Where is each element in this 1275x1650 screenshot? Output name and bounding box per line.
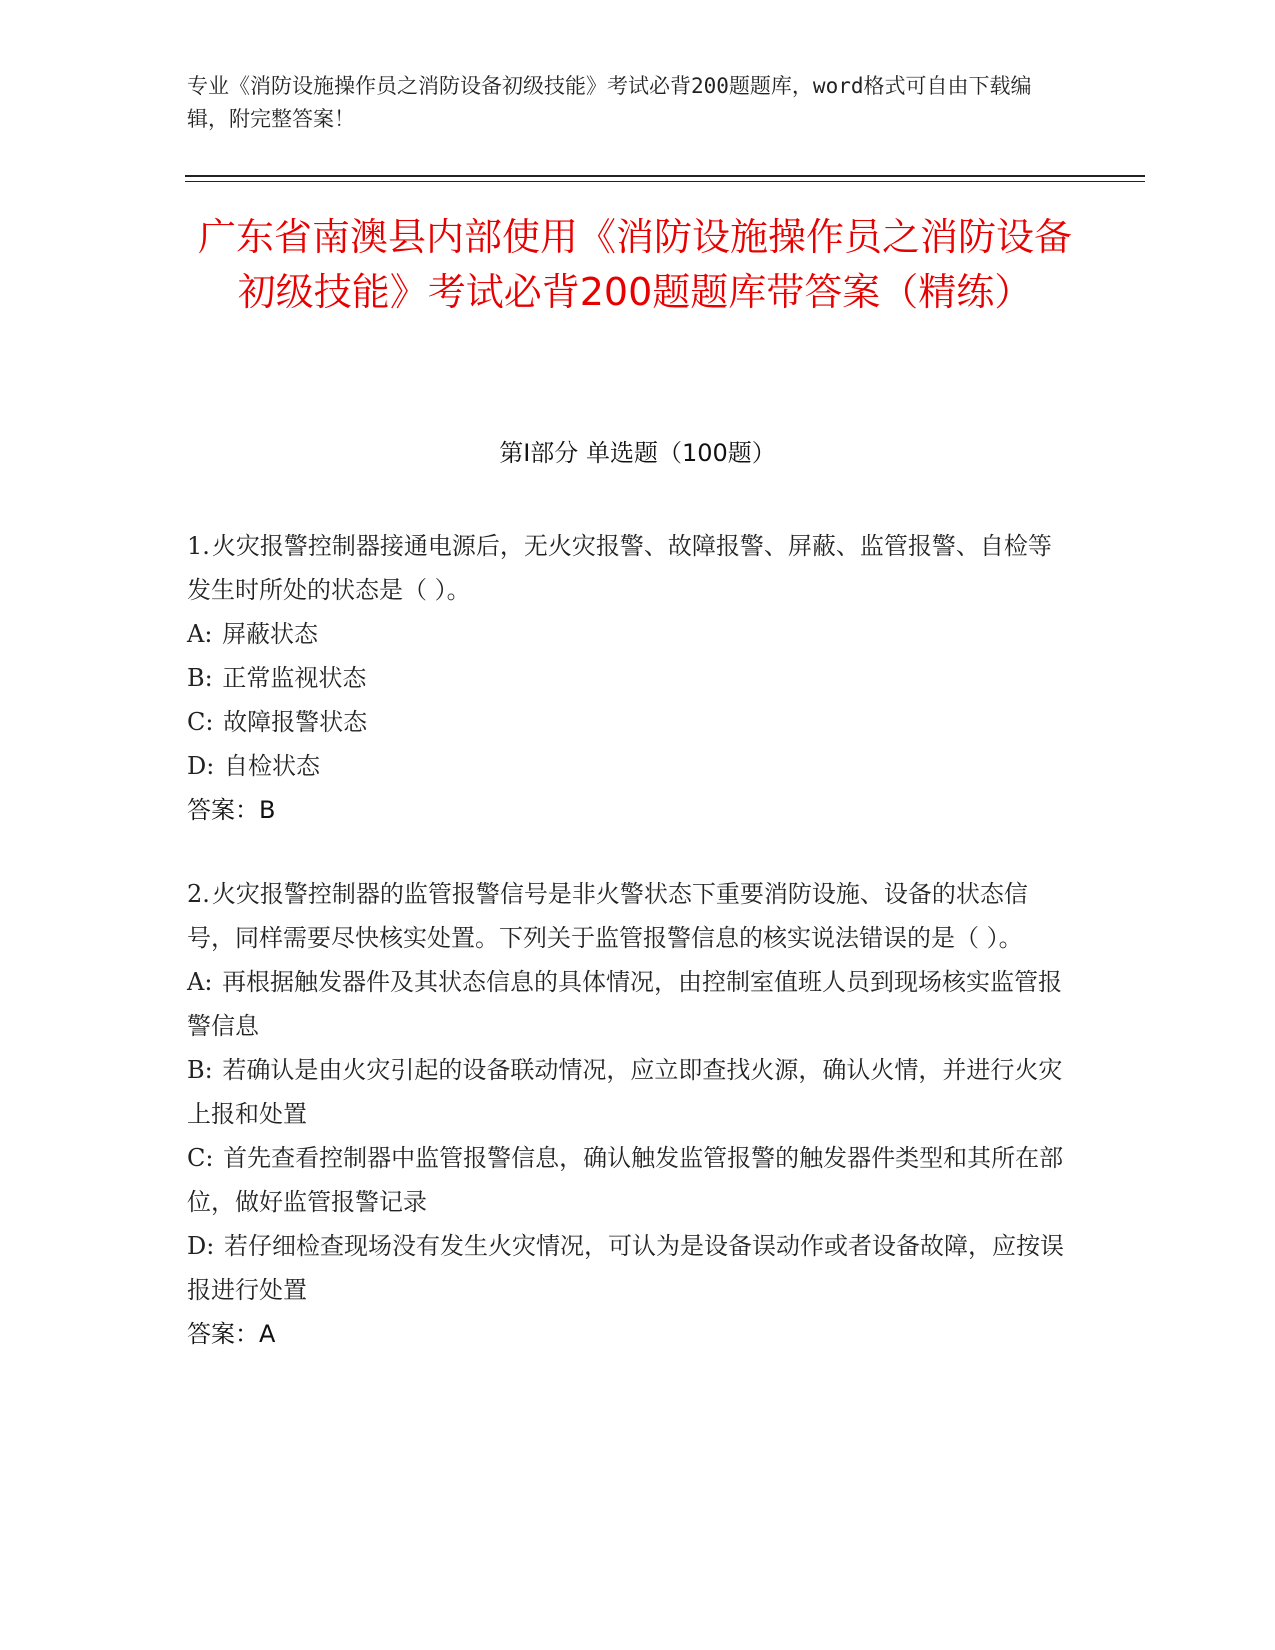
option-text: 故障报警状态 [223,708,368,736]
document-title: 广东省南澳县内部使用《消防设施操作员之消防设备初级技能》考试必背200题题库带答案（精练） [197,215,1072,314]
answer: 答案：B [187,796,276,824]
question-list [187,524,1067,1396]
question-stem [187,524,1067,612]
option-a [187,612,1067,656]
question-1 [187,524,1067,832]
section-title: 第Ⅰ部分 单选题（100题） [499,439,776,467]
question-text: 火灾报警控制器的监管报警信号是非火警状态下重要消防设施、设备的状态信号，同样需要尽快核实处置。下列关于监管报警信息的核实说法错误的是（ ）。 [187,880,1028,952]
option-a [187,960,1067,1048]
option-letter: B: [187,664,213,692]
option-letter: B: [187,1056,213,1084]
question-stem [187,872,1067,960]
option-text: 若确认是由火灾引起的设备联动情况，应立即查找火源，确认火情，并进行火灾上报和处置 [187,1056,1063,1128]
header-note: 专业《消防设施操作员之消防设备初级技能》考试必背200题题库，word格式可自由下载编辑，附完整答案！ [187,74,1032,131]
question-number: 1. [187,532,210,560]
header-rule-thick [185,175,1145,177]
option-letter: A: [187,620,213,648]
header-rule-thin [185,181,1145,182]
option-letter: C: [187,1144,214,1172]
option-text: 屏蔽状态 [222,620,319,648]
option-d [187,1224,1067,1312]
answer: 答案：A [187,1320,276,1348]
option-text: 若仔细检查现场没有发生火灾情况，可认为是设备误动作或者设备故障，应按误报进行处置 [187,1232,1064,1304]
option-b [187,1048,1067,1136]
option-c [187,1136,1067,1224]
option-c [187,700,1067,744]
option-letter: A: [187,968,213,996]
option-text: 首先查看控制器中监管报警信息，确认触发监管报警的触发器件类型和其所在部位，做好监管报警记录 [187,1144,1064,1216]
option-letter: D: [187,752,215,780]
question-2 [187,872,1067,1356]
option-b [187,656,1067,700]
option-text: 再根据触发器件及其状态信息的具体情况，由控制室值班人员到现场核实监管报警信息 [187,968,1063,1040]
option-letter: C: [187,708,214,736]
question-number: 2. [187,880,210,908]
question-text: 火灾报警控制器接通电源后，无火灾报警、故障报警、屏蔽、监管报警、自检等发生时所处的状态是（ ）。 [187,532,1052,604]
option-d [187,744,1067,788]
option-letter: D: [187,1232,215,1260]
option-text: 自检状态 [223,752,320,780]
option-text: 正常监视状态 [222,664,367,692]
